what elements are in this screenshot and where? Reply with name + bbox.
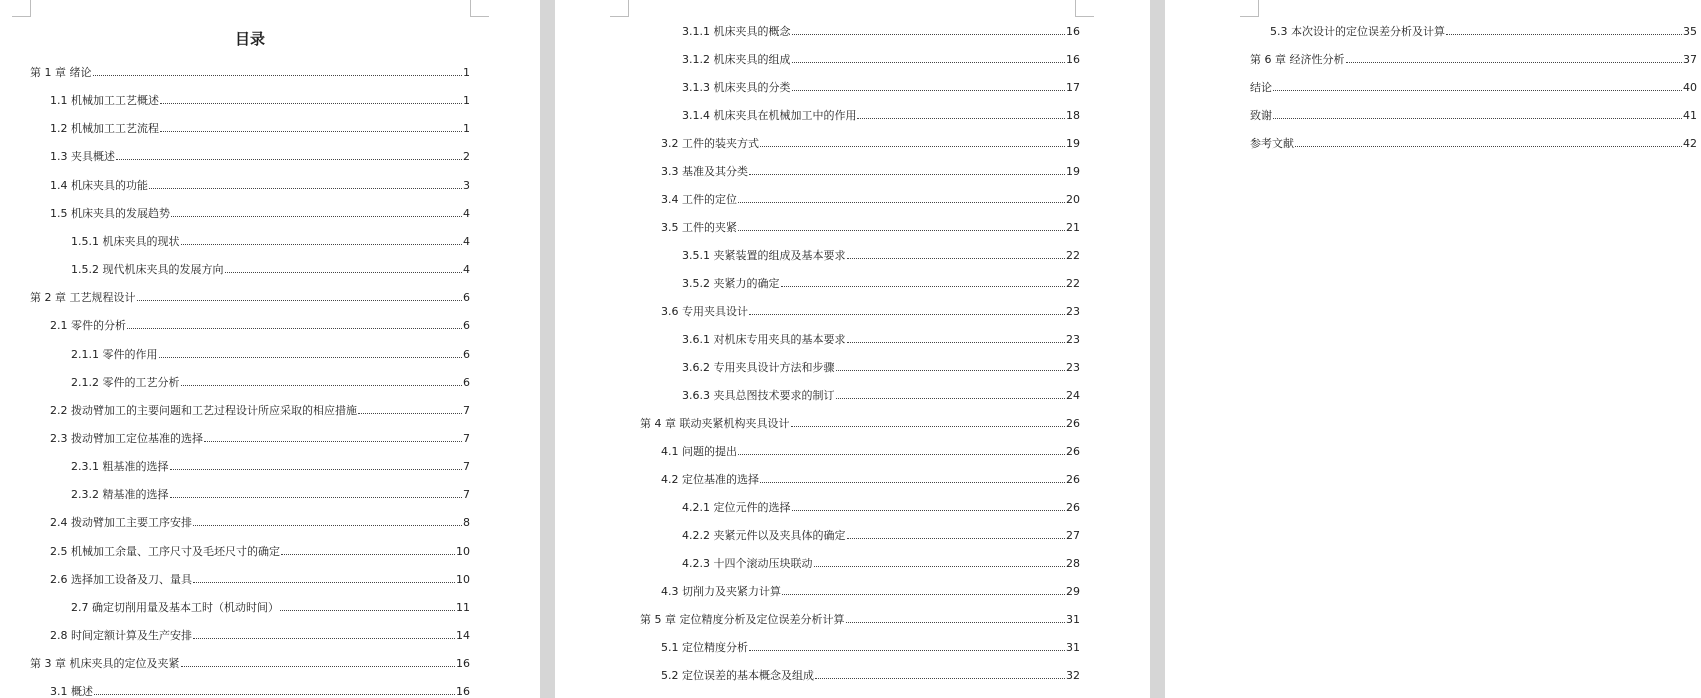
toc-entry[interactable] <box>661 669 1080 683</box>
toc-dot-leader <box>181 385 463 386</box>
toc-page-number: 4 <box>463 263 470 277</box>
toc-page-number: 31 <box>1066 613 1080 626</box>
toc-entry[interactable] <box>50 207 470 221</box>
toc-entry-title: 2.2 拨动臂加工的主要问题和工艺过程设计所应采取的相应措施 <box>50 403 357 417</box>
toc-dot-leader <box>358 413 462 414</box>
toc-page-number: 3 <box>463 178 470 192</box>
toc-dot-leader <box>1273 118 1682 119</box>
toc-page-number: 28 <box>1066 557 1080 570</box>
toc-list <box>555 0 1150 698</box>
toc-dot-leader <box>1446 34 1682 35</box>
toc-page-number: 6 <box>463 319 470 333</box>
toc-entry-title: 3.6 专用夹具设计 <box>661 305 748 318</box>
toc-entry[interactable] <box>682 557 1080 571</box>
toc-dot-leader <box>846 622 1066 623</box>
toc-page-number: 1 <box>463 66 470 79</box>
toc-dot-leader <box>170 469 463 470</box>
toc-dot-leader <box>160 103 462 104</box>
toc-entry-title: 第 4 章 联动夹紧机构夹具设计 <box>640 417 790 430</box>
toc-entry[interactable] <box>50 629 470 643</box>
toc-dot-leader <box>760 146 1065 147</box>
toc-dot-leader <box>170 497 463 498</box>
toc-entry[interactable] <box>661 445 1080 459</box>
toc-page-number: 14 <box>456 629 470 642</box>
toc-entry-title: 3.6.3 夹具总图技术要求的制订 <box>682 389 835 402</box>
toc-page-number: 6 <box>463 347 470 361</box>
toc-page-number: 35 <box>1683 25 1697 38</box>
toc-entry-title: 致谢 <box>1250 109 1272 122</box>
toc-page-number: 2 <box>463 150 470 164</box>
toc-entry-title: 2.6 选择加工设备及刀、量具 <box>50 572 192 586</box>
toc-page-number: 26 <box>1066 501 1080 514</box>
toc-entry-title: 3.1.2 机床夹具的组成 <box>682 53 791 66</box>
toc-page-number: 6 <box>463 375 470 389</box>
toc-page-number: 16 <box>456 685 470 698</box>
toc-page-number: 7 <box>463 403 470 417</box>
toc-page-number: 31 <box>1066 641 1080 654</box>
toc-entry[interactable] <box>682 333 1080 347</box>
toc-dot-leader <box>1295 146 1682 147</box>
toc-entry-title: 第 1 章 绪论 <box>30 66 92 79</box>
toc-dot-leader <box>749 314 1065 315</box>
toc-dot-leader <box>181 244 463 245</box>
toc-entry[interactable] <box>50 150 470 164</box>
toc-entry-title: 4.1 问题的提出 <box>661 445 737 458</box>
document-page-3 <box>1165 0 1701 698</box>
toc-entry-title: 5.3 本次设计的定位误差分析及计算 <box>1270 25 1445 38</box>
toc-dot-leader <box>159 357 463 358</box>
toc-entry-title: 2.1.1 零件的作用 <box>71 347 158 361</box>
toc-entry-title: 1.3 夹具概述 <box>50 150 115 164</box>
document-page-2 <box>555 0 1150 698</box>
toc-page-number: 11 <box>456 600 470 614</box>
toc-entry-title: 3.1 概述 <box>50 685 93 698</box>
toc-entry-title: 2.8 时间定额计算及生产安排 <box>50 629 192 642</box>
toc-entry[interactable] <box>71 263 470 277</box>
toc-entry[interactable] <box>682 277 1080 291</box>
toc-page-number: 29 <box>1066 585 1080 598</box>
toc-page-number: 1 <box>463 94 470 108</box>
toc-entry[interactable] <box>30 657 470 671</box>
toc-dot-leader <box>1346 62 1683 63</box>
toc-dot-leader <box>193 582 455 583</box>
toc-entry-title: 4.3 切削力及夹紧力计算 <box>661 585 781 598</box>
toc-dot-leader <box>116 159 462 160</box>
toc-entry[interactable] <box>682 53 1080 67</box>
toc-entry[interactable] <box>682 501 1080 515</box>
toc-page-number: 16 <box>1066 25 1080 38</box>
toc-dot-leader <box>93 75 463 76</box>
toc-entry-title: 5.1 定位精度分析 <box>661 641 748 654</box>
toc-entry[interactable] <box>71 488 470 502</box>
toc-page-number: 23 <box>1066 305 1080 318</box>
toc-dot-leader <box>814 566 1066 567</box>
toc-dot-leader <box>792 62 1066 63</box>
toc-entry[interactable] <box>640 613 1080 627</box>
toc-page-number: 23 <box>1066 333 1080 346</box>
toc-dot-leader <box>836 398 1066 399</box>
toc-entry[interactable] <box>640 417 1080 431</box>
toc-page-number: 19 <box>1066 137 1080 150</box>
toc-entry[interactable] <box>1270 25 1697 39</box>
toc-entry-title: 参考文献 <box>1250 137 1294 150</box>
toc-page-number: 20 <box>1066 193 1080 206</box>
toc-entry[interactable] <box>50 94 470 108</box>
toc-entry-title: 第 5 章 定位精度分析及定位误差分析计算 <box>640 613 845 626</box>
toc-dot-leader <box>1273 90 1682 91</box>
toc-entry[interactable] <box>30 66 470 80</box>
toc-dot-leader <box>781 286 1066 287</box>
toc-entry[interactable] <box>682 529 1080 543</box>
toc-page-number: 37 <box>1683 53 1697 66</box>
toc-page-number: 26 <box>1066 445 1080 458</box>
toc-dot-leader <box>225 272 463 273</box>
toc-entry-title: 2.4 拨动臂加工主要工序安排 <box>50 516 192 530</box>
toc-dot-leader <box>847 538 1066 539</box>
toc-page-number: 7 <box>463 460 470 474</box>
toc-dot-leader <box>792 510 1066 511</box>
toc-page-number: 22 <box>1066 249 1080 262</box>
toc-entry-title: 2.7 确定切削用量及基本工时（机动时间） <box>71 600 279 614</box>
toc-page-number: 8 <box>463 516 470 530</box>
toc-dot-leader <box>738 454 1065 455</box>
toc-entry[interactable] <box>661 137 1080 151</box>
toc-entry[interactable] <box>1250 137 1697 151</box>
toc-entry[interactable] <box>1250 109 1697 123</box>
toc-dot-leader <box>782 594 1065 595</box>
toc-entry-title: 3.6.2 专用夹具设计方法和步骤 <box>682 361 835 374</box>
toc-page-number: 27 <box>1066 529 1080 542</box>
toc-entry-title: 2.1 零件的分析 <box>50 319 126 333</box>
toc-entry[interactable] <box>50 545 470 559</box>
toc-entry[interactable] <box>50 573 470 587</box>
toc-page-number: 7 <box>463 488 470 502</box>
toc-entry-title: 3.4 工件的定位 <box>661 193 737 206</box>
toc-entry-title: 3.5.1 夹紧装置的组成及基本要求 <box>682 249 846 262</box>
toc-entry-title: 3.5 工件的夹紧 <box>661 221 737 234</box>
toc-entry[interactable] <box>71 235 470 249</box>
toc-dot-leader <box>857 118 1065 119</box>
toc-dot-leader <box>160 131 462 132</box>
toc-dot-leader <box>193 525 462 526</box>
toc-page-number: 16 <box>1066 53 1080 66</box>
toc-dot-leader <box>749 650 1065 651</box>
toc-entry[interactable] <box>50 516 470 530</box>
toc-entry-title: 3.2 工件的装夹方式 <box>661 137 759 150</box>
toc-entry-title: 3.6.1 对机床专用夹具的基本要求 <box>682 333 846 346</box>
toc-entry[interactable] <box>661 641 1080 655</box>
toc-entry-title: 第 3 章 机床夹具的定位及夹紧 <box>30 657 180 671</box>
toc-dot-leader <box>760 482 1065 483</box>
toc-page-number: 10 <box>456 572 470 586</box>
toc-page-number: 16 <box>456 657 470 671</box>
toc-page-number: 32 <box>1066 669 1080 682</box>
toc-entry[interactable] <box>661 165 1080 179</box>
toc-heading: 目录 <box>234 30 265 48</box>
toc-entry-title: 2.3.1 粗基准的选择 <box>71 460 169 474</box>
toc-entry[interactable] <box>71 601 470 615</box>
toc-dot-leader <box>137 300 463 301</box>
toc-page-number: 19 <box>1066 165 1080 178</box>
toc-entry[interactable] <box>1250 53 1697 67</box>
toc-entry[interactable] <box>30 291 470 305</box>
toc-entry[interactable] <box>661 585 1080 599</box>
toc-entry-title: 3.5.2 夹紧力的确定 <box>682 277 780 290</box>
toc-entry[interactable] <box>682 81 1080 95</box>
toc-dot-leader <box>193 638 455 639</box>
toc-entry[interactable] <box>661 305 1080 319</box>
toc-entry[interactable] <box>1250 81 1697 95</box>
toc-page-number: 41 <box>1683 109 1697 122</box>
toc-entry-title: 2.5 机械加工余量、工序尺寸及毛坯尺寸的确定 <box>50 544 280 558</box>
toc-entry-title: 1.4 机床夹具的功能 <box>50 178 148 192</box>
toc-page-number: 18 <box>1066 109 1080 122</box>
toc-entry[interactable] <box>71 460 470 474</box>
toc-entry[interactable] <box>50 179 470 193</box>
toc-entry[interactable] <box>661 221 1080 235</box>
toc-dot-leader <box>171 216 462 217</box>
toc-entry[interactable] <box>682 389 1080 403</box>
toc-dot-leader <box>792 34 1066 35</box>
toc-entry-title: 第 6 章 经济性分析 <box>1250 53 1345 66</box>
toc-entry-title: 2.3.2 精基准的选择 <box>71 488 169 502</box>
toc-page-number: 26 <box>1066 473 1080 486</box>
toc-entry[interactable] <box>50 319 470 333</box>
toc-page-number: 1 <box>463 122 470 136</box>
toc-entry-title: 4.2.1 定位元件的选择 <box>682 501 791 514</box>
document-page-1 <box>0 0 540 698</box>
toc-entry-title: 结论 <box>1250 81 1272 94</box>
toc-page-number: 42 <box>1683 137 1697 150</box>
toc-entry[interactable] <box>682 361 1080 375</box>
toc-entry-title: 1.5.1 机床夹具的现状 <box>71 234 180 248</box>
toc-entry[interactable] <box>682 25 1080 39</box>
toc-entry-title: 1.5.2 现代机床夹具的发展方向 <box>71 263 224 277</box>
toc-page-number: 24 <box>1066 389 1080 402</box>
toc-entry-title: 3.1.4 机床夹具在机械加工中的作用 <box>682 109 857 122</box>
toc-dot-leader <box>749 174 1065 175</box>
toc-entry[interactable] <box>661 193 1080 207</box>
toc-entry[interactable] <box>661 473 1080 487</box>
toc-entry-title: 第 2 章 工艺规程设计 <box>30 291 136 305</box>
toc-entry-title: 3.1.3 机床夹具的分类 <box>682 81 791 94</box>
toc-entry[interactable] <box>682 109 1080 123</box>
toc-entry[interactable] <box>71 376 470 390</box>
toc-entry-title: 4.2.2 夹紧元件以及夹具体的确定 <box>682 529 846 542</box>
toc-entry[interactable] <box>50 404 470 418</box>
toc-dot-leader <box>738 202 1065 203</box>
toc-entry[interactable] <box>50 122 470 136</box>
toc-page-number: 21 <box>1066 221 1080 234</box>
toc-page-number: 26 <box>1066 417 1080 430</box>
toc-dot-leader <box>149 188 462 189</box>
toc-dot-leader <box>280 610 455 611</box>
toc-entry[interactable] <box>50 685 470 698</box>
toc-page-number: 23 <box>1066 361 1080 374</box>
toc-entry-title: 3.1.1 机床夹具的概念 <box>682 25 791 38</box>
toc-page-number: 17 <box>1066 81 1080 94</box>
toc-page-number: 40 <box>1683 81 1697 94</box>
toc-entry-title: 5.2 定位误差的基本概念及组成 <box>661 669 814 682</box>
toc-dot-leader <box>738 230 1065 231</box>
toc-entry-title: 1.5 机床夹具的发展趋势 <box>50 206 170 220</box>
toc-dot-leader <box>815 678 1065 679</box>
toc-entry[interactable] <box>50 432 470 446</box>
toc-entry-title: 1.1 机械加工工艺概述 <box>50 94 159 108</box>
toc-dot-leader <box>181 666 456 667</box>
toc-dot-leader <box>791 426 1066 427</box>
toc-dot-leader <box>847 258 1066 259</box>
toc-dot-leader <box>836 370 1066 371</box>
toc-entry-title: 4.2 定位基准的选择 <box>661 473 759 486</box>
toc-page-number: 4 <box>463 206 470 220</box>
toc-entry-title: 4.2.3 十四个滚动压块联动 <box>682 557 813 570</box>
toc-page-number: 10 <box>456 544 470 558</box>
toc-entry[interactable] <box>71 348 470 362</box>
toc-dot-leader <box>94 694 455 695</box>
toc-page-number: 4 <box>463 234 470 248</box>
toc-dot-leader <box>847 342 1066 343</box>
toc-page-number: 6 <box>463 291 470 305</box>
toc-page-number: 22 <box>1066 277 1080 290</box>
toc-page-number: 7 <box>463 431 470 445</box>
toc-dot-leader <box>204 441 462 442</box>
toc-list <box>0 0 540 698</box>
toc-dot-leader <box>792 90 1066 91</box>
toc-list <box>1165 0 1701 698</box>
toc-dot-leader <box>281 554 455 555</box>
toc-entry-title: 2.3 拨动臂加工定位基准的选择 <box>50 431 203 445</box>
toc-entry[interactable] <box>682 249 1080 263</box>
toc-entry-title: 1.2 机械加工工艺流程 <box>50 122 159 136</box>
toc-entry-title: 2.1.2 零件的工艺分析 <box>71 375 180 389</box>
toc-dot-leader <box>127 328 462 329</box>
toc-entry-title: 3.3 基准及其分类 <box>661 165 748 178</box>
